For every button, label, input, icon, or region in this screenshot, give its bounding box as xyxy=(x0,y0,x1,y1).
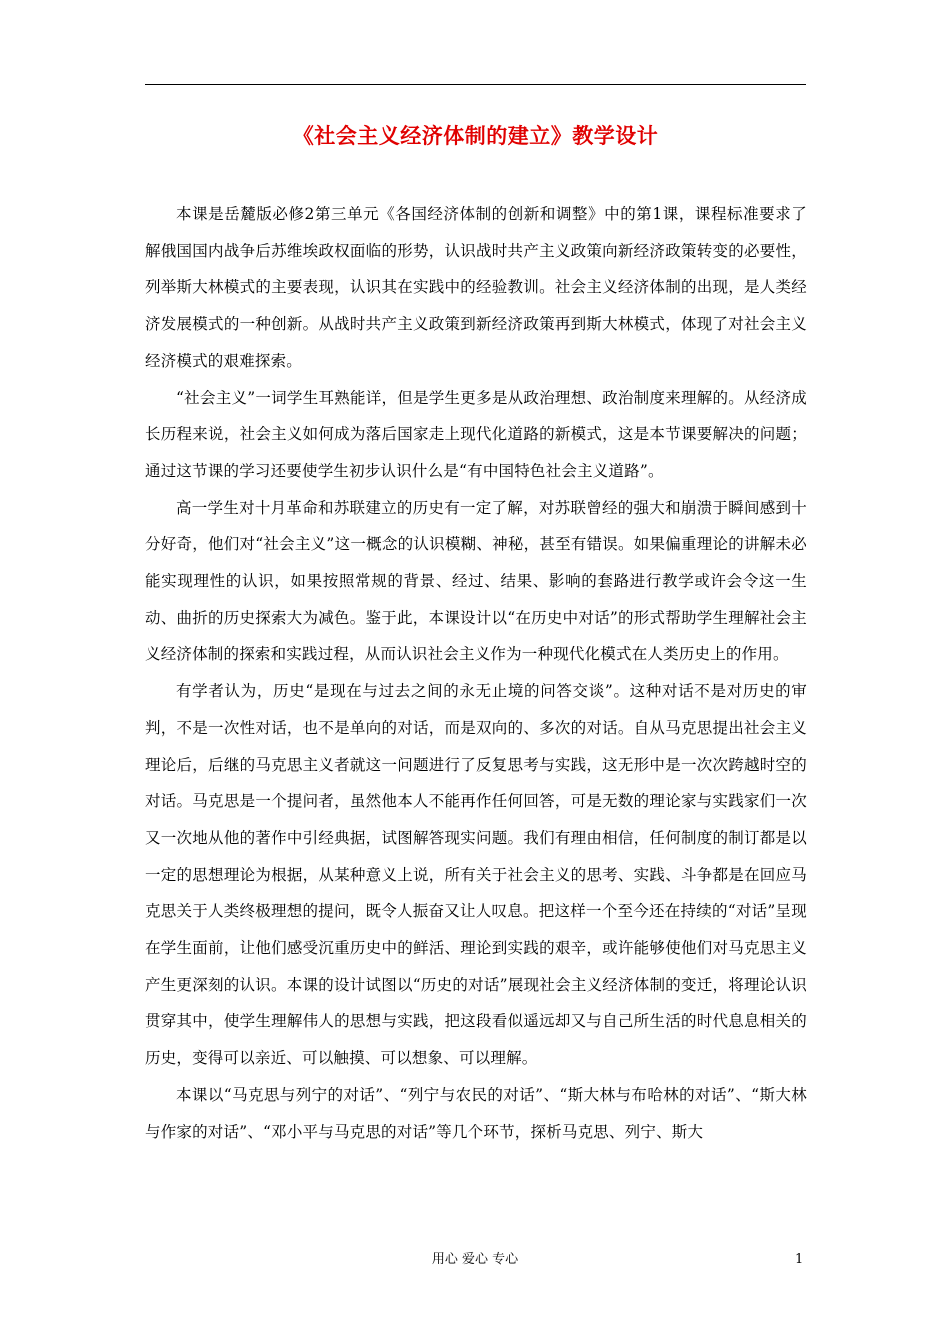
document-title: 《社会主义经济体制的建立》教学设计 xyxy=(292,123,659,148)
page-number: 1 xyxy=(795,1252,804,1267)
paragraph-4: 有学者认为，历史“是现在与过去之间的永无止境的问答交谈”。这种对话不是对历史的审判，不是一次性对话，也不是单向的对话，而是双向的、多次的对话。自从马克思提出社会主义理论后，后继的马克思主义者就这一问题进行了反复思考与实践，这无形中是一次次跨越时空的对话。马克思是一个提问者，虽然他本人不能再作任何回答，可是无数的理论家与实践家们一次又一次地从他的著作中引经典据，试图解答现实问题。我们有理由相信，任何制度的制订都是以一定的思想理论为根据，从某种意义上说，所有关于社会主义的思考、实践、斗争都是在回应马克思关于人类终极理想的提问，既令人振奋又让人叹息。把这样一个至今还在持续的“对话”呈现在学生面前，让他们感受沉重历史中的鲜活、理论到实践的艰辛，或许能够使他们对马克思主义产生更深刻的认识。本课的设计试图以“历史的对话”展现社会主义经济体制的变迁，将理论认识贯穿其中，使学生理解伟人的思想与实践，把这段看似遥远却又与自己所生活的时代息息相关的历史，变得可以亲近、可以触摸、可以想象、可以理解。 xyxy=(145,682,807,1068)
footer-motto: 用心 爱心 专心 xyxy=(431,1252,519,1267)
paragraph-2: “社会主义”一词学生耳熟能详，但是学生更多是从政治理想、政治制度来理解的。从经济成长历程来说，社会主义如何成为落后国家走上现代化道路的新模式，这是本节课要解决的问题；通过这节课的学习还要使学生初步认识什么是“有中国特色社会主义道路”。 xyxy=(145,388,807,480)
paragraph-1: 本课是岳麓版必修2第三单元《各国经济体制的创新和调整》中的第1课，课程标准要求了解俄国国内战争后苏维埃政权面临的形势，认识战时共产主义政策向新经济政策转变的必要性，列举斯大林模式的主要表现，认识其在实践中的经验教训。社会主义经济体制的出现，是人类经济发展模式的一种创新。从战时共产主义政策到新经济政策再到斯大林模式，体现了对社会主义经济模式的艰难探索。 xyxy=(145,205,807,370)
paragraph-3: 高一学生对十月革命和苏联建立的历史有一定了解，对苏联曾经的强大和崩溃于瞬间感到十分好奇，他们对“社会主义”这一概念的认识模糊、神秘，甚至有错误。如果偏重理论的讲解未必能实现理性的认识，如果按照常规的背景、经过、结果、影响的套路进行教学或许会令这一生动、曲折的历史探索大为减色。鉴于此，本课设计以“在历史中对话”的形式帮助学生理解社会主义经济体制的探索和实践过程，从而认识社会主义作为一种现代化模式在人类历史上的作用。 xyxy=(145,498,807,664)
document-body xyxy=(145,196,807,1150)
header-rule xyxy=(145,84,806,85)
paragraph-5: 本课以“马克思与列宁的对话”、“列宁与农民的对话”、“斯大林与布哈林的对话”、“斯大林与作家的对话”、“邓小平与马克思的对话”等几个环节，探析马克思、列宁、斯大 xyxy=(145,1085,807,1141)
